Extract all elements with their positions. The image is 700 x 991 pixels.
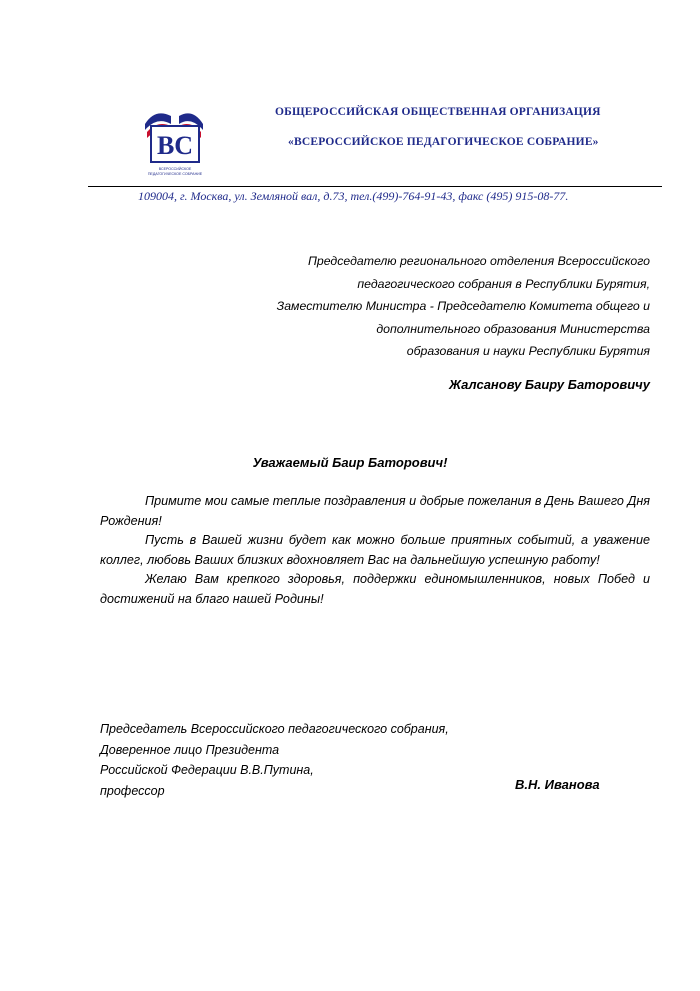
recipient-line: Председателю регионального отделения Всероссийского — [307, 254, 650, 268]
letter-body — [100, 492, 650, 609]
recipient-block — [210, 250, 650, 363]
svg-text:ПЕДАГОГИЧЕСКОЕ СОБРАНИЕ: ПЕДАГОГИЧЕСКОЕ СОБРАНИЕ — [147, 172, 203, 176]
signer-name: В.Н. Иванова — [515, 777, 600, 792]
svg-text:ВСЕРОССИЙСКОЕ: ВСЕРОССИЙСКОЕ — [158, 167, 192, 171]
organization-type: ОБЩЕРОССИЙСКАЯ ОБЩЕСТВЕННАЯ ОРГАНИЗАЦИЯ — [275, 106, 601, 118]
recipient-name: Жалсанову Баиру Баторовичу — [448, 377, 650, 392]
organization-address: 109004, г. Москва, ул. Земляной вал, д.73, тел.(499)-764-91-43, факс (495) 915-08-77. — [138, 189, 569, 203]
letter-greeting: Уважаемый Баир Баторович! — [252, 455, 448, 470]
organization-logo — [141, 102, 209, 178]
recipient-line: дополнительного образования Министерства — [376, 321, 650, 336]
signature-title-line: Председатель Всероссийского педагогического собрания, — [100, 722, 449, 736]
signature-title-line: Доверенное лицо Президента — [100, 742, 280, 757]
letter-paragraph: Желаю Вам крепкого здоровья, поддержки единомышленников, новых Побед и достижений на благо нашей Родины! — [100, 572, 650, 606]
signature-title-line: Российской Федерации В.В.Путина, — [100, 763, 314, 777]
letter-paragraph: Пусть в Вашей жизни будет как можно больше приятных событий, а уважение коллег, любовь Ваших близких вдохновляет Вас на дальнейшую успешную работу! — [100, 533, 650, 567]
signature-title-line: профессор — [100, 783, 165, 798]
recipient-line: педагогического собрания в Республики Бурятия, — [357, 276, 650, 291]
header-divider — [88, 186, 662, 187]
organization-name: «ВСЕРОССИЙСКОЕ ПЕДАГОГИЧЕСКОЕ СОБРАНИЕ» — [288, 136, 599, 148]
letter-paragraph: Примите мои самые теплые поздравления и добрые пожелания в День Вашего Дня Рождения! — [100, 494, 650, 528]
recipient-line: Заместителю Министра - Председателю Комитета общего и — [276, 299, 650, 313]
recipient-line: образования и науки Республики Бурятия — [406, 344, 650, 358]
signature-block — [100, 719, 480, 801]
svg-text:ВС: ВС — [156, 131, 194, 160]
